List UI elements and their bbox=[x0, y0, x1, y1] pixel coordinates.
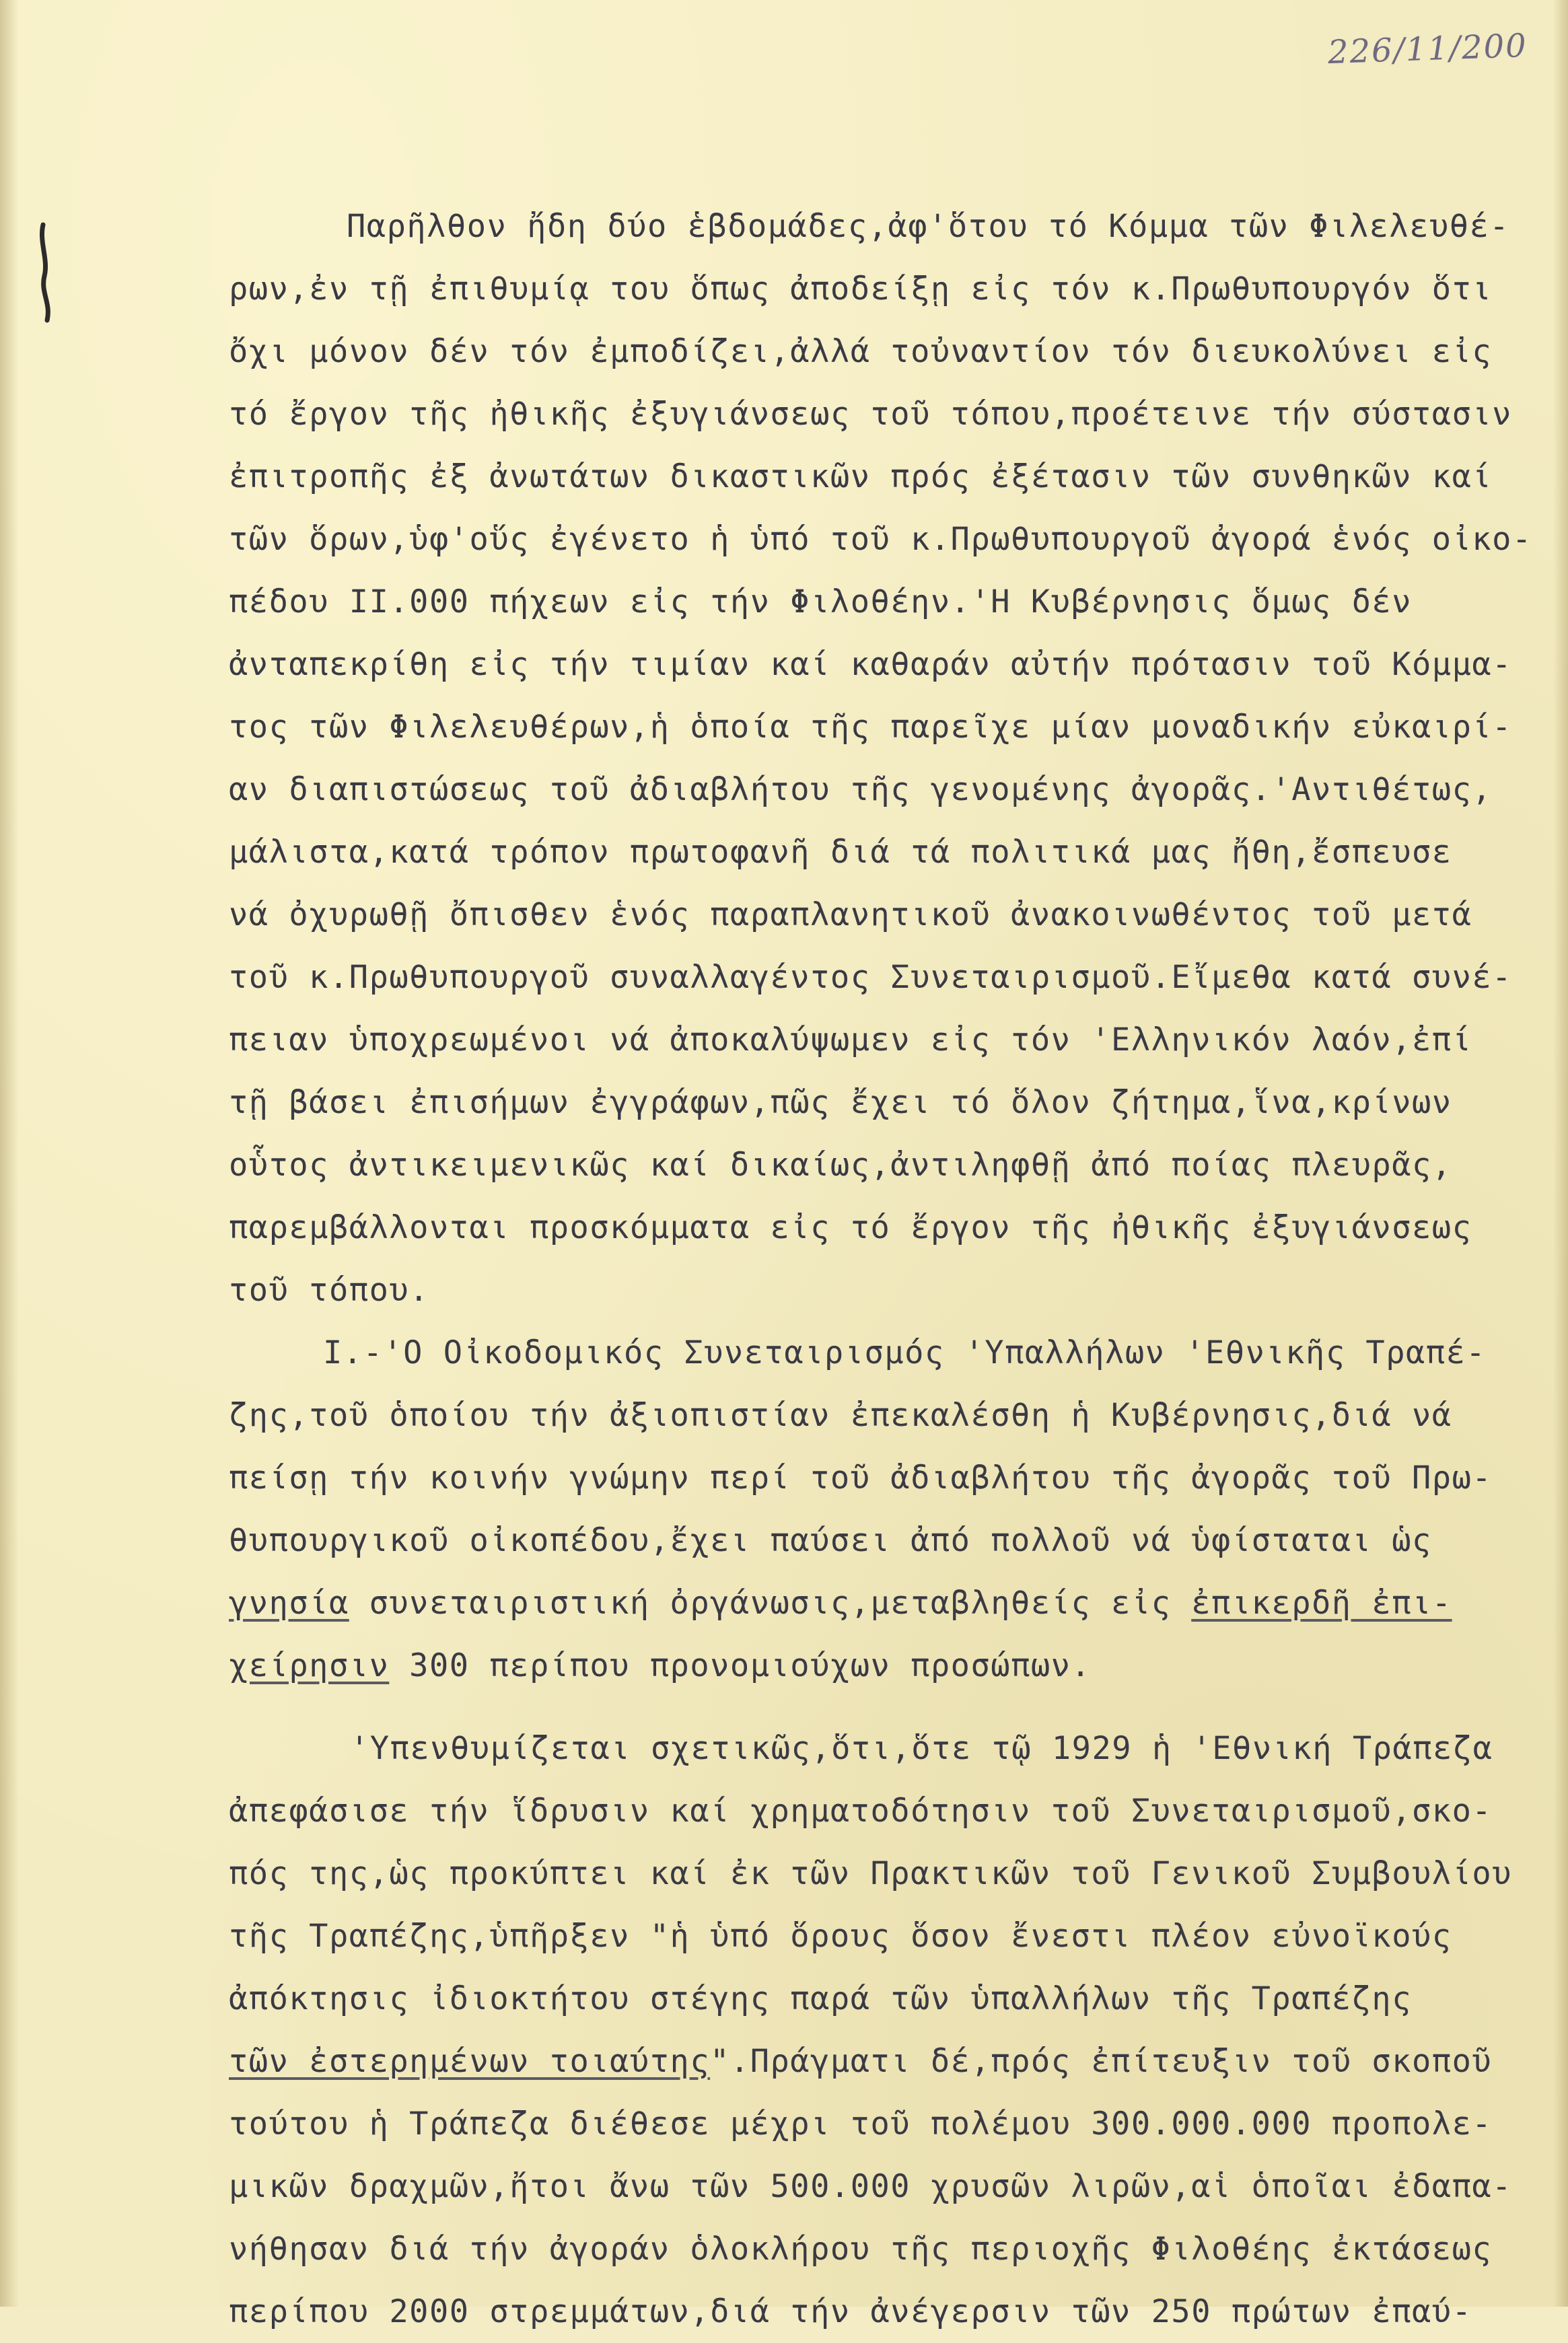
text-line: τοῦ τόπου. bbox=[229, 1272, 429, 1309]
paragraph-section-1 bbox=[229, 1322, 1521, 1697]
archive-number: 226/11/200 bbox=[1327, 26, 1528, 72]
text-line: μάλιστα,κατά τρόπον πρωτοφανῆ διά τά πολιτικά μας ἤθη,ἔσπευσε bbox=[229, 834, 1452, 871]
text-line: Παρῆλθον ἤδη δύο ἑβδομάδες,ἀφ'ὅτου τό Κόμμα τῶν Φιλελευθέ- bbox=[347, 208, 1510, 245]
text-line: ρων,ἐν τῇ ἐπιθυμίᾳ του ὅπως ἀποδείξῃ εἰς τόν κ.Πρωθυπουργόν ὅτι bbox=[229, 271, 1493, 308]
text-line bbox=[229, 1572, 1521, 1634]
text-line bbox=[229, 1634, 1521, 1697]
text-line: τῇ βάσει ἐπισήμων ἐγγράφων,πῶς ἔχει τό ὅλον ζήτημα,ἵνα,κρίνων bbox=[229, 1084, 1452, 1121]
paragraph-intro bbox=[229, 195, 1532, 1322]
text-line: τό ἔργον τῆς ἠθικῆς ἐξυγιάνσεως τοῦ τόπου,προέτεινε τήν σύστασιν bbox=[229, 396, 1512, 433]
text-line: αν διαπιστώσεως τοῦ ἀδιαβλήτου τῆς γενομένης ἀγορᾶς.'Αντιθέτως, bbox=[229, 771, 1493, 808]
text-line: ὄχι μόνον δέν τόν ἐμποδίζει,ἀλλά τοὐναντίον τόν διευκολύνει εἰς bbox=[229, 333, 1493, 370]
text-line: τῆς Τραπέζης,ὑπῆρξεν "ἡ ὑπό ὅρους ὅσον ἔνεστι πλέον εὐνοϊκούς bbox=[229, 1918, 1452, 1955]
binding-mark bbox=[34, 222, 61, 323]
text-line: τος τῶν Φιλελευθέρων,ἡ ὁποία τῆς παρεῖχε μίαν μοναδικήν εὐκαιρί- bbox=[229, 709, 1512, 746]
page-edge-right bbox=[1553, 0, 1568, 2307]
text-line: τῶν ὅρων,ὑφ'οὕς ἐγένετο ἡ ὑπό τοῦ κ.Πρωθυπουργοῦ ἀγορά ἑνός οἰκο- bbox=[229, 521, 1532, 558]
underlined-text: τῶν ἐστερημένων τοιαύτης bbox=[229, 2043, 711, 2080]
text-line: νά ὀχυρωθῇ ὄπισθεν ἑνός παραπλανητικοῦ ἀνακοινωθέντος τοῦ μετά bbox=[229, 896, 1472, 933]
text-line: ἀπόκτησις ἰδιοκτήτου στέγης παρά τῶν ὑπαλλήλων τῆς Τραπέζης bbox=[229, 1980, 1412, 2017]
paragraph-section-2 bbox=[229, 1717, 1521, 2343]
text-span: 300 περίπου προνομιούχων προσώπων. bbox=[389, 1647, 1092, 1684]
text-line bbox=[229, 2030, 1521, 2093]
text-span: συνεταιριστική ὀργάνωσις,μεταβληθείς εἰς bbox=[349, 1585, 1192, 1622]
text-line: ἀνταπεκρίθη εἰς τήν τιμίαν καί καθαράν αὐτήν πρότασιν τοῦ Κόμμα- bbox=[229, 646, 1512, 683]
text-line: περίπου 2000 στρεμμάτων,διά τήν ἀνέγερσιν τῶν 250 πρώτων ἐπαύ- bbox=[229, 2293, 1472, 2330]
underlined-text: ἐπικερδῆ ἐπι- bbox=[1191, 1585, 1452, 1622]
text-line: πέδου ΙΙ.000 πήχεων εἰς τήν Φιλοθέην.'Η Κυβέρνησις ὅμως δέν bbox=[229, 583, 1412, 620]
text-line: πειαν ὑποχρεωμένοι νά ἀποκαλύψωμεν εἰς τόν 'Ελληνικόν λαόν,ἐπί bbox=[229, 1021, 1472, 1058]
text-line: παρεμβάλλονται προσκόμματα εἰς τό ἔργον τῆς ἠθικῆς ἐξυγιάνσεως bbox=[229, 1209, 1472, 1246]
text-line: πείσῃ τήν κοινήν γνώμην περί τοῦ ἀδιαβλήτου τῆς ἀγορᾶς τοῦ Πρω- bbox=[229, 1459, 1493, 1497]
underlined-text: γνησία bbox=[229, 1585, 349, 1622]
text-line: ζης,τοῦ ὁποίου τήν ἀξιοπιστίαν ἐπεκαλέσθη ἡ Κυβέρνησις,διά νά bbox=[229, 1397, 1452, 1434]
text-line: θυπουργικοῦ οἰκοπέδου,ἔχει παύσει ἀπό πολλοῦ νά ὑφίσταται ὡς bbox=[229, 1522, 1432, 1559]
underlined-text: χείρησιν bbox=[229, 1647, 390, 1684]
text-line: οὗτος ἀντικειμενικῶς καί δικαίως,ἀντιληφθῇ ἀπό ποίας πλευρᾶς, bbox=[229, 1147, 1452, 1184]
text-line: μικῶν δραχμῶν,ἤτοι ἄνω τῶν 500.000 χρυσῶν λιρῶν,αἱ ὁποῖαι ἐδαπα- bbox=[229, 2168, 1512, 2205]
text-line: 'Υπενθυμίζεται σχετικῶς,ὅτι,ὅτε τῷ 1929 ἡ 'Εθνική Τράπεζα bbox=[350, 1730, 1493, 1767]
text-line: ἐπιτροπῆς ἐξ ἀνωτάτων δικαστικῶν πρός ἐξέτασιν τῶν συνθηκῶν καί bbox=[229, 458, 1493, 495]
text-line: τοῦ κ.Πρωθυπουργοῦ συναλλαγέντος Συνεταιρισμοῦ.Εἴμεθα κατά συνέ- bbox=[229, 959, 1512, 996]
page-edge-left bbox=[0, 0, 19, 2307]
text-line: τούτου ἡ Τράπεζα διέθεσε μέχρι τοῦ πολέμου 300.000.000 προπολε- bbox=[229, 2105, 1493, 2142]
text-line: νήθησαν διά τήν ἀγοράν ὁλοκλήρου τῆς περιοχῆς Φιλοθέης ἐκτάσεως bbox=[229, 2231, 1493, 2268]
text-span: ".Πράγματι δέ,πρός ἐπίτευξιν τοῦ σκοποῦ bbox=[710, 2043, 1493, 2080]
text-line: Ι.-'Ο Οἰκοδομικός Συνεταιρισμός 'Υπαλλήλων 'Εθνικῆς Τραπέ- bbox=[323, 1334, 1487, 1371]
text-line: ἀπεφάσισε τήν ἵδρυσιν καί χρηματοδότησιν τοῦ Συνεταιρισμοῦ,σκο- bbox=[229, 1793, 1493, 1830]
document-body bbox=[229, 195, 1532, 2343]
text-line: πός της,ὡς προκύπτει καί ἐκ τῶν Πρακτικῶν τοῦ Γενικοῦ Συμβουλίου bbox=[229, 1855, 1512, 1892]
